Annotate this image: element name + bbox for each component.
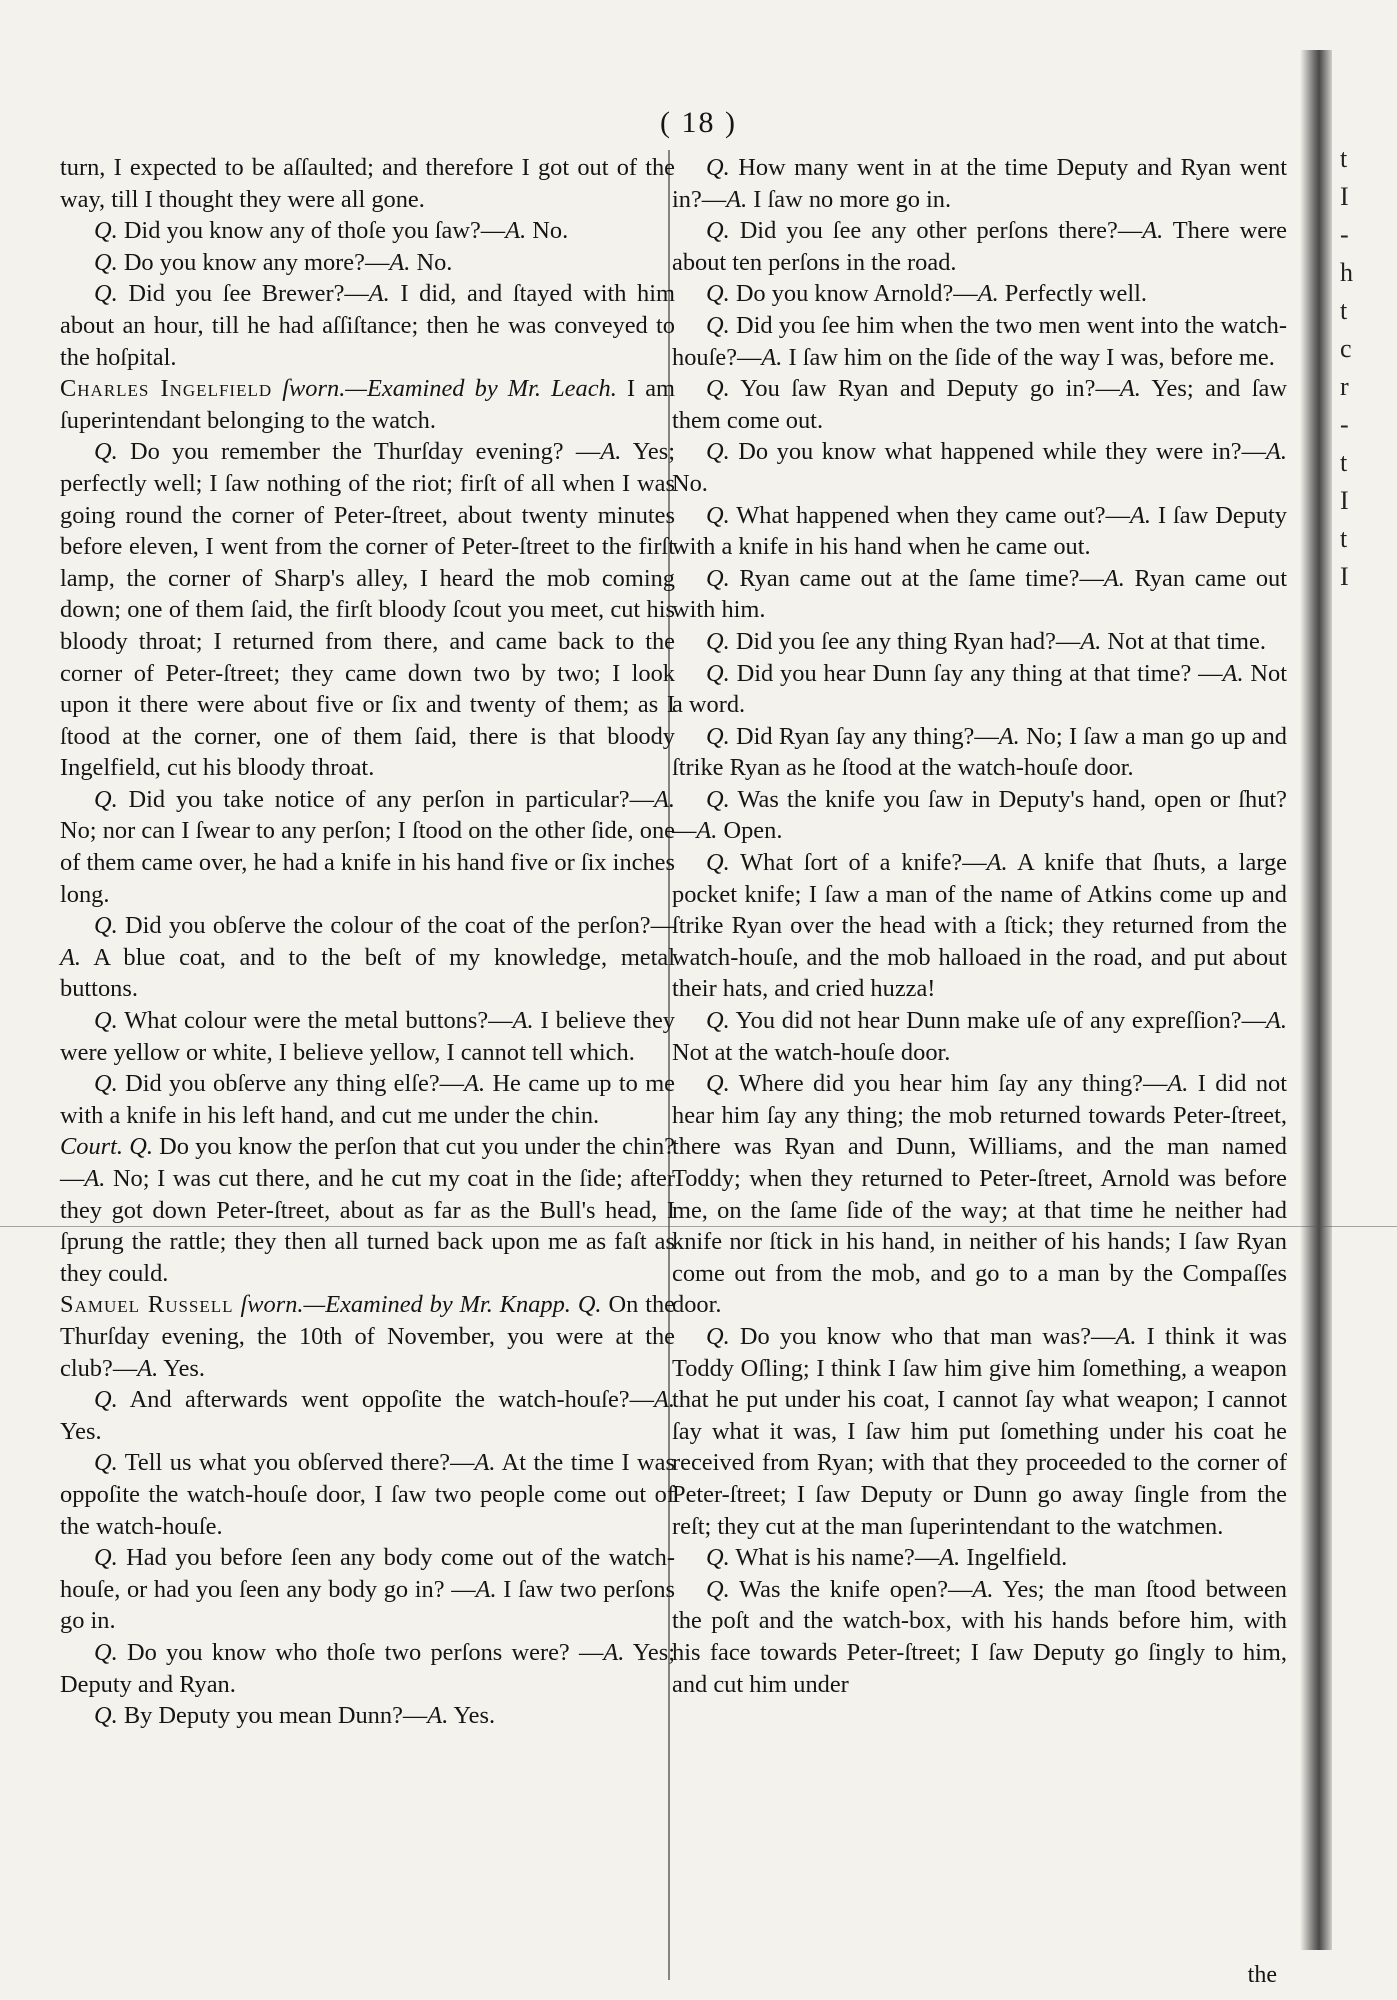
paragraph: Q. Do you know who thoſe two perſons were? —A. Yes; Deputy and Ryan. <box>60 1638 675 1698</box>
left-column <box>60 152 675 1732</box>
paragraph: Q. Was the knife open?—A. Yes; the man ſtood between the poſt and the watch-box, with his hands before him, with his face towards Peter-ſtreet; I ſaw Deputy go ſingly to him, and cut him under <box>672 1575 1287 1698</box>
paragraph: Q. You ſaw Ryan and Deputy go in?—A. Yes; and ſaw them come out. <box>672 375 1287 434</box>
paragraph: Q. How many went in at the time Deputy and Ryan went in?—A. I ſaw no more go in. <box>672 154 1287 213</box>
paragraph: Q. Do you know what happened while they were in?—A. No. <box>672 438 1287 497</box>
margin-fragment: c <box>1340 334 1352 363</box>
margin-fragment: t <box>1340 296 1348 325</box>
margin-fragment: I <box>1340 562 1349 591</box>
page-edge-shadow <box>1300 50 1332 1950</box>
margin-fragment: t <box>1340 144 1348 173</box>
paragraph: Q. Did you take notice of any perſon in particular?—A. No; nor can I ſwear to any perſon; I ſtood on the other ſide, one of them came over, he had a knife in his hand five or ſix inches long. <box>60 785 675 908</box>
paragraph: Q. Did you ſee Brewer?—A. I did, and ſtayed with him about an hour, till he had aſſiſtance; then he was conveyed to the hoſpital. <box>60 280 675 371</box>
paragraph: Q. What ſort of a knife?—A. A knife that ſhuts, a large pocket knife; I ſaw a man of the name of Atkins come up and ſtrike Ryan over the head with a ſtick; they returned from the watch-houſe, and the mob halloaed in the road, and put about their hats, and cried huzza! <box>672 849 1287 1003</box>
margin-fragment: t <box>1340 524 1348 553</box>
paragraph: turn, I expected to be aſſaulted; and therefore I got out of the way, till I thought they were all gone. <box>60 154 675 213</box>
margin-fragment: h <box>1340 258 1353 287</box>
paragraph: Q. Did you obſerve the colour of the coat of the perſon?—A. A blue coat, and to the beſt of my knowledge, metal buttons. <box>60 912 675 1003</box>
paragraph: Samuel Russell ſworn.—Examined by Mr. Knapp. Q. On the Thurſday evening, the 10th of November, you were at the club?—A. Yes. <box>60 1291 675 1382</box>
paragraph: Q. Did Ryan ſay any thing?—A. No; I ſaw a man go up and ſtrike Ryan as he ſtood at the watch-houſe door. <box>672 722 1287 782</box>
paragraph: Q. Did you ſee any other perſons there?—A. There were about ten perſons in the road. <box>672 217 1287 276</box>
margin-fragment: I <box>1340 486 1349 515</box>
paragraph: Q. Did you obſerve any thing elſe?—A. He came up to me with a knife in his left hand, and cut me under the chin. <box>60 1070 675 1129</box>
page-number: ( 18 ) <box>660 106 737 139</box>
paragraph: Q. What happened when they came out?—A. I ſaw Deputy with a knife in his hand when he came out. <box>672 501 1288 561</box>
paragraph: Q. What is his name?—A. Ingelfield. <box>706 1544 1068 1572</box>
margin-fragment: t <box>1340 448 1348 477</box>
paragraph: Q. Did you ſee any thing Ryan had?—A. Not at that time. <box>706 627 1266 655</box>
paragraph: Q. Ryan came out at the ſame time?—A. Ryan came out with him. <box>672 564 1287 624</box>
paragraph: Q. Do you remember the Thurſday evening? —A. Yes; perfectly well; I ſaw nothing of the riot; firſt of all when I was going round the corner of Peter-ſtreet, about twenty minutes before eleven, I went from the corner of Peter-ſtreet to the firſt lamp, the corner of Sharp's alley, I heard the mob coming down; one of them ſaid, the firſt bloody ſcout you meet, cut his bloody throat; I returned from there, and came back to the corner of Peter-ſtreet; they came down two by two; I look upon it there were about five or ſix and twenty of them; as I ſtood at the corner, one of them ſaid, there is that bloody Ingelfield, cut his bloody throat. <box>60 438 675 782</box>
paragraph: Q. Did you ſee him when the two men went into the watch-houſe?—A. I ſaw him on the ſide of the way I was, before me. <box>672 311 1287 371</box>
paragraph: Q. Was the knife you ſaw in Deputy's hand, open or ſhut?—A. Open. <box>672 785 1287 845</box>
paragraph: Q. Do you know Arnold?—A. Perfectly well. <box>706 280 1148 308</box>
adjacent-page-fragments <box>1340 140 1390 740</box>
scan-fold-line <box>0 1226 1397 1227</box>
paragraph: Q. Do you know any more?—A. No. <box>94 248 453 276</box>
margin-fragment: - <box>1340 220 1349 249</box>
paragraph: Q. Did you know any of thoſe you ſaw?—A. No. <box>94 217 569 245</box>
paragraph: Q. And afterwards went oppoſite the watch-houſe?—A. Yes. <box>60 1386 675 1445</box>
right-column <box>672 152 1287 1700</box>
margin-fragment: I <box>1340 182 1349 211</box>
paragraph: Charles Ingelfield ſworn.—Examined by Mr. Leach. I am ſuperintendant belonging to the watch. <box>60 375 676 434</box>
catchword: the <box>1247 1962 1277 1988</box>
paragraph: Q. What colour were the metal buttons?—A. I believe they were yellow or white, I believe yellow, I cannot tell which. <box>60 1007 675 1066</box>
paragraph: Q. Tell us what you obſerved there?—A. At the time I was oppoſite the watch-houſe door, I ſaw two people come out of the watch-houſe. <box>60 1449 675 1540</box>
margin-fragment: r <box>1340 372 1349 401</box>
paragraph: Q. You did not hear Dunn make uſe of any expreſſion?—A. Not at the watch-houſe door. <box>672 1007 1287 1066</box>
paragraph: Q. Where did you hear him ſay any thing?—A. I did not hear him ſay any thing; the mob returned towards Peter-ſtreet, there was Ryan and Dunn, Williams, and the man named Toddy; when they returned to Peter-ſtreet, Arnold was before me, on the ſame ſide of the way; at that time he neither had knife nor ſtick in his hand, in neither of his hands; I ſaw Ryan come out from the mob, and go to a man by the Compaſſes door. <box>672 1070 1288 1319</box>
paragraph: Q. Did you hear Dunn ſay any thing at that time? —A. Not a word. <box>672 659 1288 719</box>
paragraph: Q. Do you know who that man was?—A. I think it was Toddy Oſling; I think I ſaw him give him ſomething, a weapon that he put under his coat, I cannot ſay what weapon; I cannot ſay what it was, I ſaw him put ſomething under his coat he received from Ryan; with that they proceeded to the corner of Peter-ſtreet; I ſaw Deputy or Dunn go away ſingle from the reſt; they cut at the man ſuperintendant to the watchmen. <box>672 1322 1288 1540</box>
paragraph: Court. Q. Do you know the perſon that cut you under the chin?—A. No; I was cut there, and he cut my coat in the ſide; after they got down Peter-ſtreet, about as far as the Bull's head, I ſprung the rattle; they then all turned back upon me as faſt as they could. <box>60 1133 675 1287</box>
margin-fragment: - <box>1340 410 1349 439</box>
paragraph: Q. Had you before ſeen any body come out of the watch-houſe, or had you ſeen any body go in? —A. I ſaw two perſons go in. <box>60 1544 676 1635</box>
paragraph: Q. By Deputy you mean Dunn?—A. Yes. <box>94 1702 496 1730</box>
